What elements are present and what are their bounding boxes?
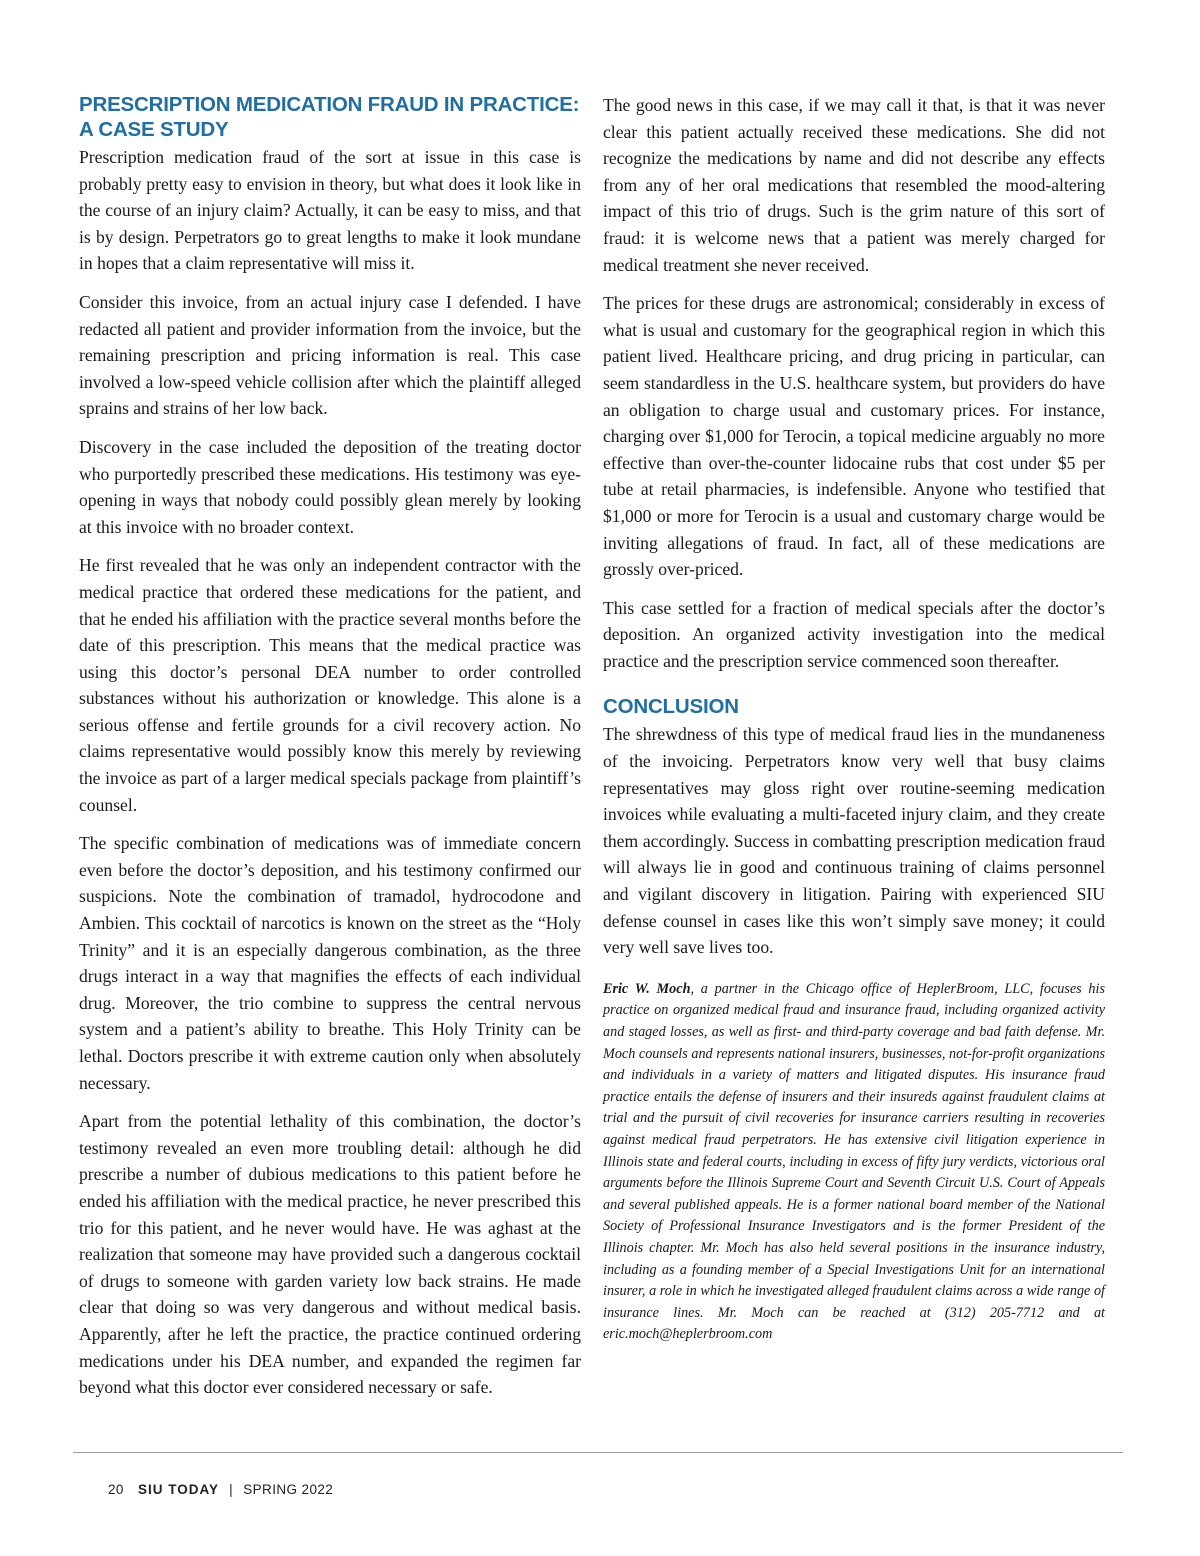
issue-date: SPRING 2022 [243, 1482, 334, 1497]
author-bio-text: , a partner in the Chicago office of HeplerBroom, LLC, focuses his practice on organized medical fraud and insurance fraud, including organized activity and staged losses, as well as first- and third-party coverage and bad faith defense. Mr. Moch counsels and represents national insurers, businesses, not-for-profit organizations and individuals in a variety of matters and litigated disputes. His insurance fraud practice entails the defense of insurers and their insureds against fraudulent claims at trial and the pursuit of civil recoveries for insurance carriers resulting in recoveries against medical fraud perpetrators. He has extensive civil litigation experience in Illinois state and federal courts, including in excess of fifty jury verdicts, victorious oral arguments before the Illinois Supreme Court and Seventh Circuit U.S. Court of Appeals and several published appeals. He is a former national board member of the National Society of Professional Insurance Investigators and is the former President of the Illinois chapter. Mr. Moch has also held several positions in the insurance industry, including as a founding member of a Special Investigations Unit for an international insurer, a role in which he investigated alleged fraudulent claims across a wide range of insurance lines. Mr. Moch can be reached at (312) 205-7712 and at eric.moch@heplerbroom.com [603, 980, 1105, 1343]
paragraph: Consider this invoice, from an actual injury case I defended. I have redacted all patient and provider information from the invoice, but the remaining prescription and pricing information is real. This case involved a low-speed vehicle collision after which the plaintiff alleged sprains and strains of her low back. [79, 291, 581, 419]
case-study-heading [79, 92, 581, 142]
page-footer [108, 1482, 333, 1497]
conclusion-paragraph: The shrewdness of this type of medical fraud lies in the mundaneness of the invoicing. Perpetrators know very well that busy claims representatives may gloss right over routine-seeming medication invoices while evaluating a multi-faceted injury claim, and they create them accordingly. Success in combatting prescription medication fraud will always lie in good and continuous training of claims personnel and vigilant discovery in litigation. Pairing with experienced SIU defense counsel in cases like this won’t simply save money; it could very well save lives too. [603, 724, 1105, 958]
paragraph: Apart from the potential lethality of this combination, the doctor’s testimony revealed an even more troubling detail: although he did prescribe a number of dubious medications to this patient before he ended his affiliation with the medical practice, he never prescribed this trio for this patient, and he never would have. He was aghast at the realization that someone may have provided such a dangerous cocktail of drugs to someone with garden variety low back strains. He made clear that doing so was very dangerous and without medical basis. Apparently, after he left the practice, the practice continued ordering medications under his DEA number, and expanded the regimen far beyond what this doctor ever considered necessary or safe. [79, 1111, 581, 1398]
footer-divider [73, 1452, 1123, 1453]
conclusion-heading: CONCLUSION [603, 695, 739, 719]
paragraph: Prescription medication fraud of the sort at issue in this case is probably pretty easy to envision in theory, but what does it look like in the course of an injury claim? Actually, it can be easy to miss, and that is by design. Perpetrators go to great lengths to make it look mundane in hopes that a claim representative will miss it. [79, 147, 581, 274]
case-study-heading-line2: A CASE STUDY [79, 118, 229, 141]
paragraph: The prices for these drugs are astronomical; considerably in excess of what is usual and customary for the geographical region in which this patient lived. Healthcare pricing, and drug pricing in particular, can seem standardless in the U.S. healthcare system, but providers do have an obligation to charge usual and customary prices. For instance, charging over $1,000 for Terocin, a topical medicine arguably no more effective than over-the-counter lidocaine rubs that cost under $5 per tube at retail pharmacies, is indefensible. Anyone who testified that $1,000 or more for Terocin is a usual and customary charge would be inviting allegations of fraud. In fact, all of these medications are grossly over-priced. [603, 293, 1105, 580]
right-column [603, 92, 1105, 1358]
paragraph: He first revealed that he was only an independent contractor with the medical practice that ordered these medications for the patient, and that he ended his affiliation with the practice several months before the date of this prescription. This means that the medical practice was using this doctor’s personal DEA number to order controlled substances without his authorization or knowledge. This alone is a serious offense and fertile grounds for a civil recovery action. No claims representative would possibly know this merely by reviewing the invoice as part of a larger medical specials package from plaintiff’s counsel. [79, 555, 581, 815]
paragraph: The good news in this case, if we may call it that, is that it was never clear this patient actually received these medications. She did not recognize the medications by name and did not describe any effects from any of her oral medications that resembled the mood-altering impact of this trio of drugs. Such is the grim nature of this sort of fraud: it is welcome news that a patient was merely charged for medical treatment she never received. [603, 95, 1105, 275]
author-bio [603, 979, 1105, 1346]
page-number: 20 [108, 1482, 124, 1497]
paragraph: This case settled for a fraction of medical specials after the doctor’s deposition. An organized activity investigation into the medical practice and the prescription service commenced soon thereafter. [603, 597, 1105, 671]
case-study-heading-line1: PRESCRIPTION MEDICATION FRAUD IN PRACTICE: [79, 93, 580, 116]
footer-separator: | [229, 1482, 234, 1497]
publication-name: SIU TODAY [137, 1482, 220, 1497]
left-column [79, 92, 581, 1413]
author-name: Eric W. Moch [603, 980, 691, 997]
paragraph: Discovery in the case included the deposition of the treating doctor who purportedly prescribed these medications. His testimony was eye-opening in ways that nobody could possibly glean merely by looking at this invoice with no broader context. [79, 436, 581, 537]
paragraph: The specific combination of medications was of immediate concern even before the doctor’s deposition, and his testimony confirmed our suspicions. Note the combination of tramadol, hydrocodone and Ambien. This cocktail of narcotics is known on the street as the “Holy Trinity” and it is an especially dangerous combination, as the three drugs interact in a way that magnifies the effects of each individual drug. Moreover, the trio combine to suppress the central nervous system and a patient’s ability to breathe. This Holy Trinity can be lethal. Doctors prescribe it with extreme caution only when absolutely necessary. [79, 833, 581, 1093]
